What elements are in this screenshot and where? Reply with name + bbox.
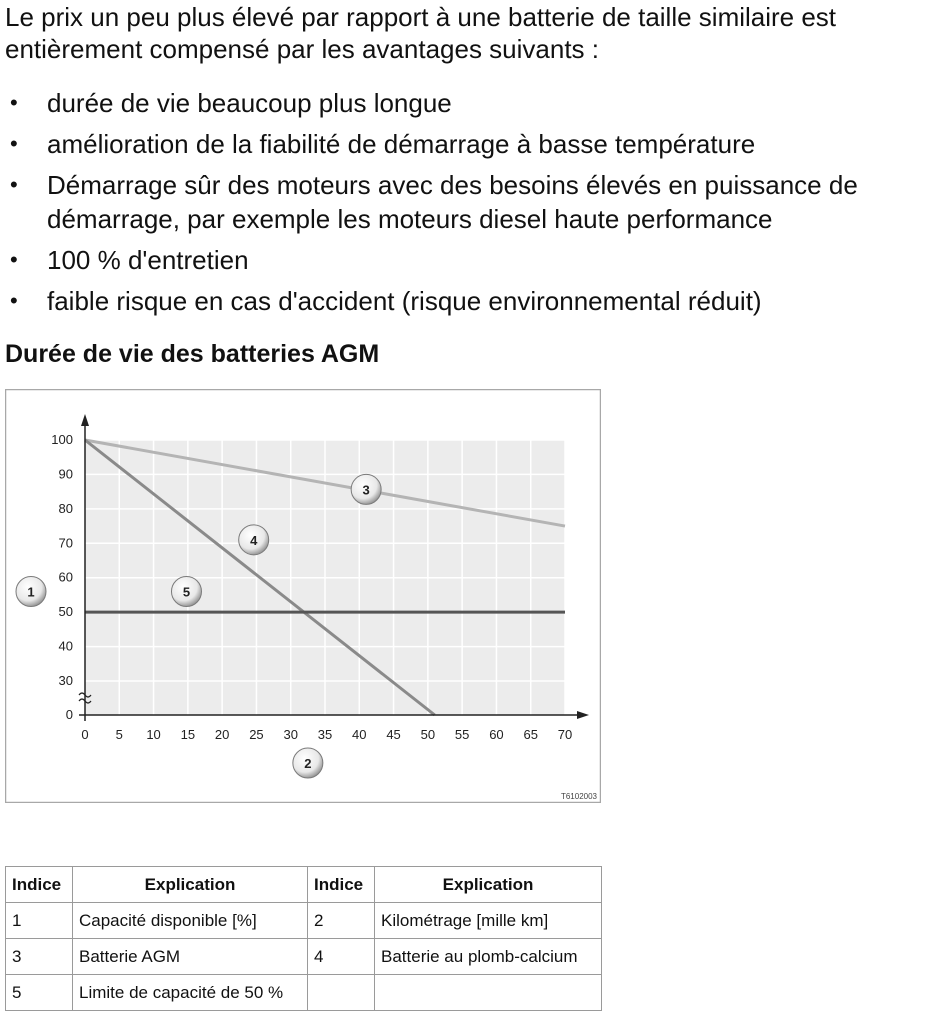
table-cell — [375, 975, 602, 1011]
table-header: Indice — [6, 867, 73, 903]
list-item-text: durée de vie beaucoup plus longue — [47, 88, 452, 118]
x-tick-label: 55 — [454, 727, 470, 742]
bullet-icon: • — [10, 288, 18, 313]
list-item-text: 100 % d'entretien — [47, 245, 249, 275]
list-item-text: faible risque en cas d'accident (risque environnemental réduit) — [47, 286, 762, 316]
y-tick-label: 30 — [58, 673, 73, 688]
chart-canvas — [5, 389, 601, 803]
table-row — [6, 903, 602, 939]
battery-life-chart — [5, 389, 601, 803]
x-tick-label: 70 — [557, 727, 573, 742]
callout-number: 5 — [182, 584, 191, 600]
advantages-list — [0, 86, 934, 325]
table-row — [6, 939, 602, 975]
x-tick-label: 5 — [115, 727, 123, 742]
table-cell: 2 — [308, 903, 375, 939]
x-tick-label: 65 — [523, 727, 538, 742]
legend-table — [5, 866, 602, 1011]
x-tick-label: 30 — [283, 727, 298, 742]
x-tick-label: 10 — [146, 727, 161, 742]
list-item-text: amélioration de la fiabilité de démarrage à basse température — [47, 129, 756, 159]
table-cell — [308, 975, 375, 1011]
list-item — [0, 127, 934, 161]
y-tick-label: 100 — [51, 432, 73, 447]
list-item — [0, 168, 934, 236]
y-tick-label: 0 — [65, 707, 73, 722]
table-cell: Batterie au plomb-calcium — [375, 939, 602, 975]
x-tick-label: 15 — [180, 727, 196, 742]
table-cell: 4 — [308, 939, 375, 975]
table-cell: 3 — [6, 939, 73, 975]
table-row — [6, 975, 602, 1011]
bullet-icon: • — [10, 247, 18, 272]
callout-marker — [171, 576, 201, 606]
x-tick-label: 20 — [214, 727, 230, 742]
x-tick-label: 25 — [249, 727, 264, 742]
y-tick-label: 70 — [58, 535, 73, 551]
list-item — [0, 243, 934, 277]
callout-marker — [16, 576, 46, 606]
bullet-icon: • — [10, 172, 18, 197]
bullet-icon: • — [10, 131, 18, 156]
y-tick-label: 50 — [58, 604, 73, 620]
table-header: Indice — [308, 867, 375, 903]
x-tick-label: 45 — [386, 727, 401, 742]
y-tick-label: 80 — [58, 500, 73, 516]
table-header: Explication — [375, 867, 602, 903]
section-heading: Durée de vie des batteries AGM — [5, 340, 380, 368]
list-item-text: Démarrage sûr des moteurs avec des besoins élevés en puissance de démarrage, par exemple les moteurs diesel haute performance — [47, 170, 858, 234]
y-tick-label: 60 — [58, 569, 73, 585]
callout-number: 3 — [362, 482, 370, 498]
figure-code: T6102003 — [560, 792, 597, 801]
table-header: Explication — [73, 867, 308, 903]
table-header-row — [6, 867, 602, 903]
x-tick-label: 40 — [352, 727, 367, 742]
table-cell: 5 — [6, 975, 73, 1011]
list-item — [0, 284, 934, 318]
table-cell: 1 — [6, 903, 73, 939]
table-cell: Limite de capacité de 50 % — [73, 975, 308, 1011]
x-tick-label: 0 — [81, 727, 89, 742]
intro-paragraph: Le prix un peu plus élevé par rapport à une batterie de taille similaire est entièrement compensé par les avantages suivants : — [5, 2, 837, 64]
list-item — [0, 86, 934, 120]
callout-number: 4 — [250, 532, 258, 548]
callout-marker — [351, 474, 381, 504]
callout-marker — [293, 748, 323, 778]
x-tick-label: 35 — [317, 727, 333, 742]
table-cell: Kilométrage [mille km] — [375, 903, 602, 939]
y-tick-label: 40 — [58, 638, 73, 654]
callout-number: 2 — [304, 756, 312, 771]
y-tick-label: 90 — [58, 466, 73, 482]
bullet-icon: • — [10, 90, 18, 115]
table-cell: Batterie AGM — [73, 939, 308, 975]
x-tick-label: 60 — [489, 727, 504, 742]
callout-marker — [239, 525, 269, 555]
x-tick-label: 50 — [420, 727, 436, 742]
callout-number: 1 — [27, 584, 35, 600]
table-cell: Capacité disponible [%] — [73, 903, 308, 939]
